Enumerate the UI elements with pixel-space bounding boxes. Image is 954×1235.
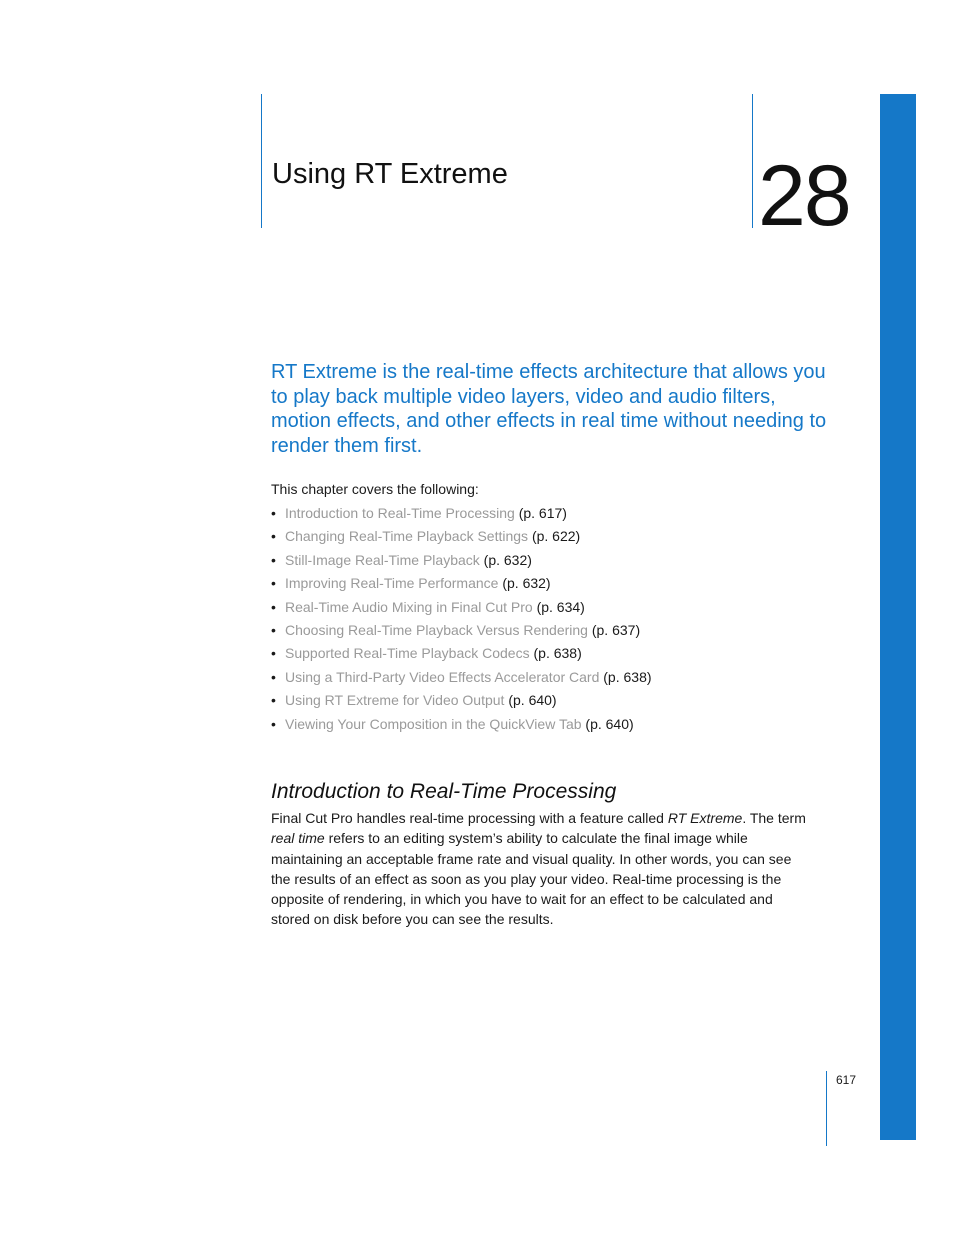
toc-page-ref: (p. 634) [536,598,585,615]
toc-link[interactable]: Using a Third-Party Video Effects Accelerator Card [285,668,600,685]
chapter-number: 28 [758,148,850,244]
section-heading: Introduction to Real-Time Processing [271,780,617,803]
title-rule-right [752,94,753,228]
bullet: • [271,645,276,662]
toc-link[interactable]: Using RT Extreme for Video Output [285,692,505,709]
body-term-rt-extreme: RT Extreme [667,810,743,826]
toc-item [271,643,652,666]
toc-item [271,573,652,596]
toc-page-ref: (p. 640) [508,692,557,709]
bullet: • [271,505,276,521]
chapter-toc [271,503,652,737]
toc-page-ref: (p. 632) [502,575,551,592]
toc-page-ref: (p. 638) [603,668,652,685]
page-number: 617 [836,1073,857,1087]
toc-link[interactable]: Still-Image Real-Time Playback [285,551,480,568]
body-text-2: . The term [742,810,806,826]
bullet: • [271,715,276,732]
toc-link[interactable]: Supported Real-Time Playback Codecs [285,645,530,662]
toc-item [271,526,652,549]
toc-item [271,503,652,526]
toc-item [271,597,652,620]
toc-link[interactable]: Viewing Your Composition in the QuickView Tab [285,715,582,732]
bullet: • [271,668,276,685]
toc-link[interactable]: Introduction to Real-Time Processing [285,505,515,521]
bullet: • [271,528,276,545]
toc-link[interactable]: Improving Real-Time Performance [285,575,499,592]
covers-label: This chapter covers the following: [271,481,479,497]
section-body [271,808,811,930]
toc-item [271,620,652,643]
body-text-3: refers to an editing system’s ability to calculate the final image while maintaining an acceptable frame rate and visual quality. In other words, you can see the results of an effect as soon as you play your video. Real-time processing is the opposite of rendering, in which you have to wait for an effect to be calculated and stored on disk before you can see the results. [271,830,792,928]
bullet: • [271,692,276,709]
toc-page-ref: (p. 637) [591,621,641,638]
toc-link[interactable]: Changing Real-Time Playback Settings [285,528,529,545]
toc-page-ref: (p. 632) [483,551,532,568]
toc-item [271,690,652,713]
bullet: • [271,575,276,592]
body-term-real-time: real time [271,830,325,847]
bullet: • [271,551,276,568]
toc-item [271,667,652,690]
bullet: • [271,621,276,638]
chapter-side-tab [880,94,916,1140]
title-rule-left [261,94,262,228]
footer-rule [826,1071,827,1146]
toc-link[interactable]: Choosing Real-Time Playback Versus Rendering [285,621,588,638]
chapter-title: Using RT Extreme [272,158,508,190]
toc-link[interactable]: Real-Time Audio Mixing in Final Cut Pro [285,598,533,615]
bullet: • [271,598,276,615]
toc-item [271,550,652,573]
chapter-intro: RT Extreme is the real-time effects architecture that allows you to play back multiple video layers, video and audio filters, motion effects, and other effects in real time without needing to render them first. [271,361,827,457]
toc-page-ref: (p. 622) [531,528,581,545]
body-text-1: Final Cut Pro handles real-time processing with a feature called [271,810,668,826]
toc-item [271,714,652,737]
toc-page-ref: (p. 640) [585,715,634,732]
toc-page-ref: (p. 617) [518,505,567,521]
toc-page-ref: (p. 638) [533,645,582,662]
